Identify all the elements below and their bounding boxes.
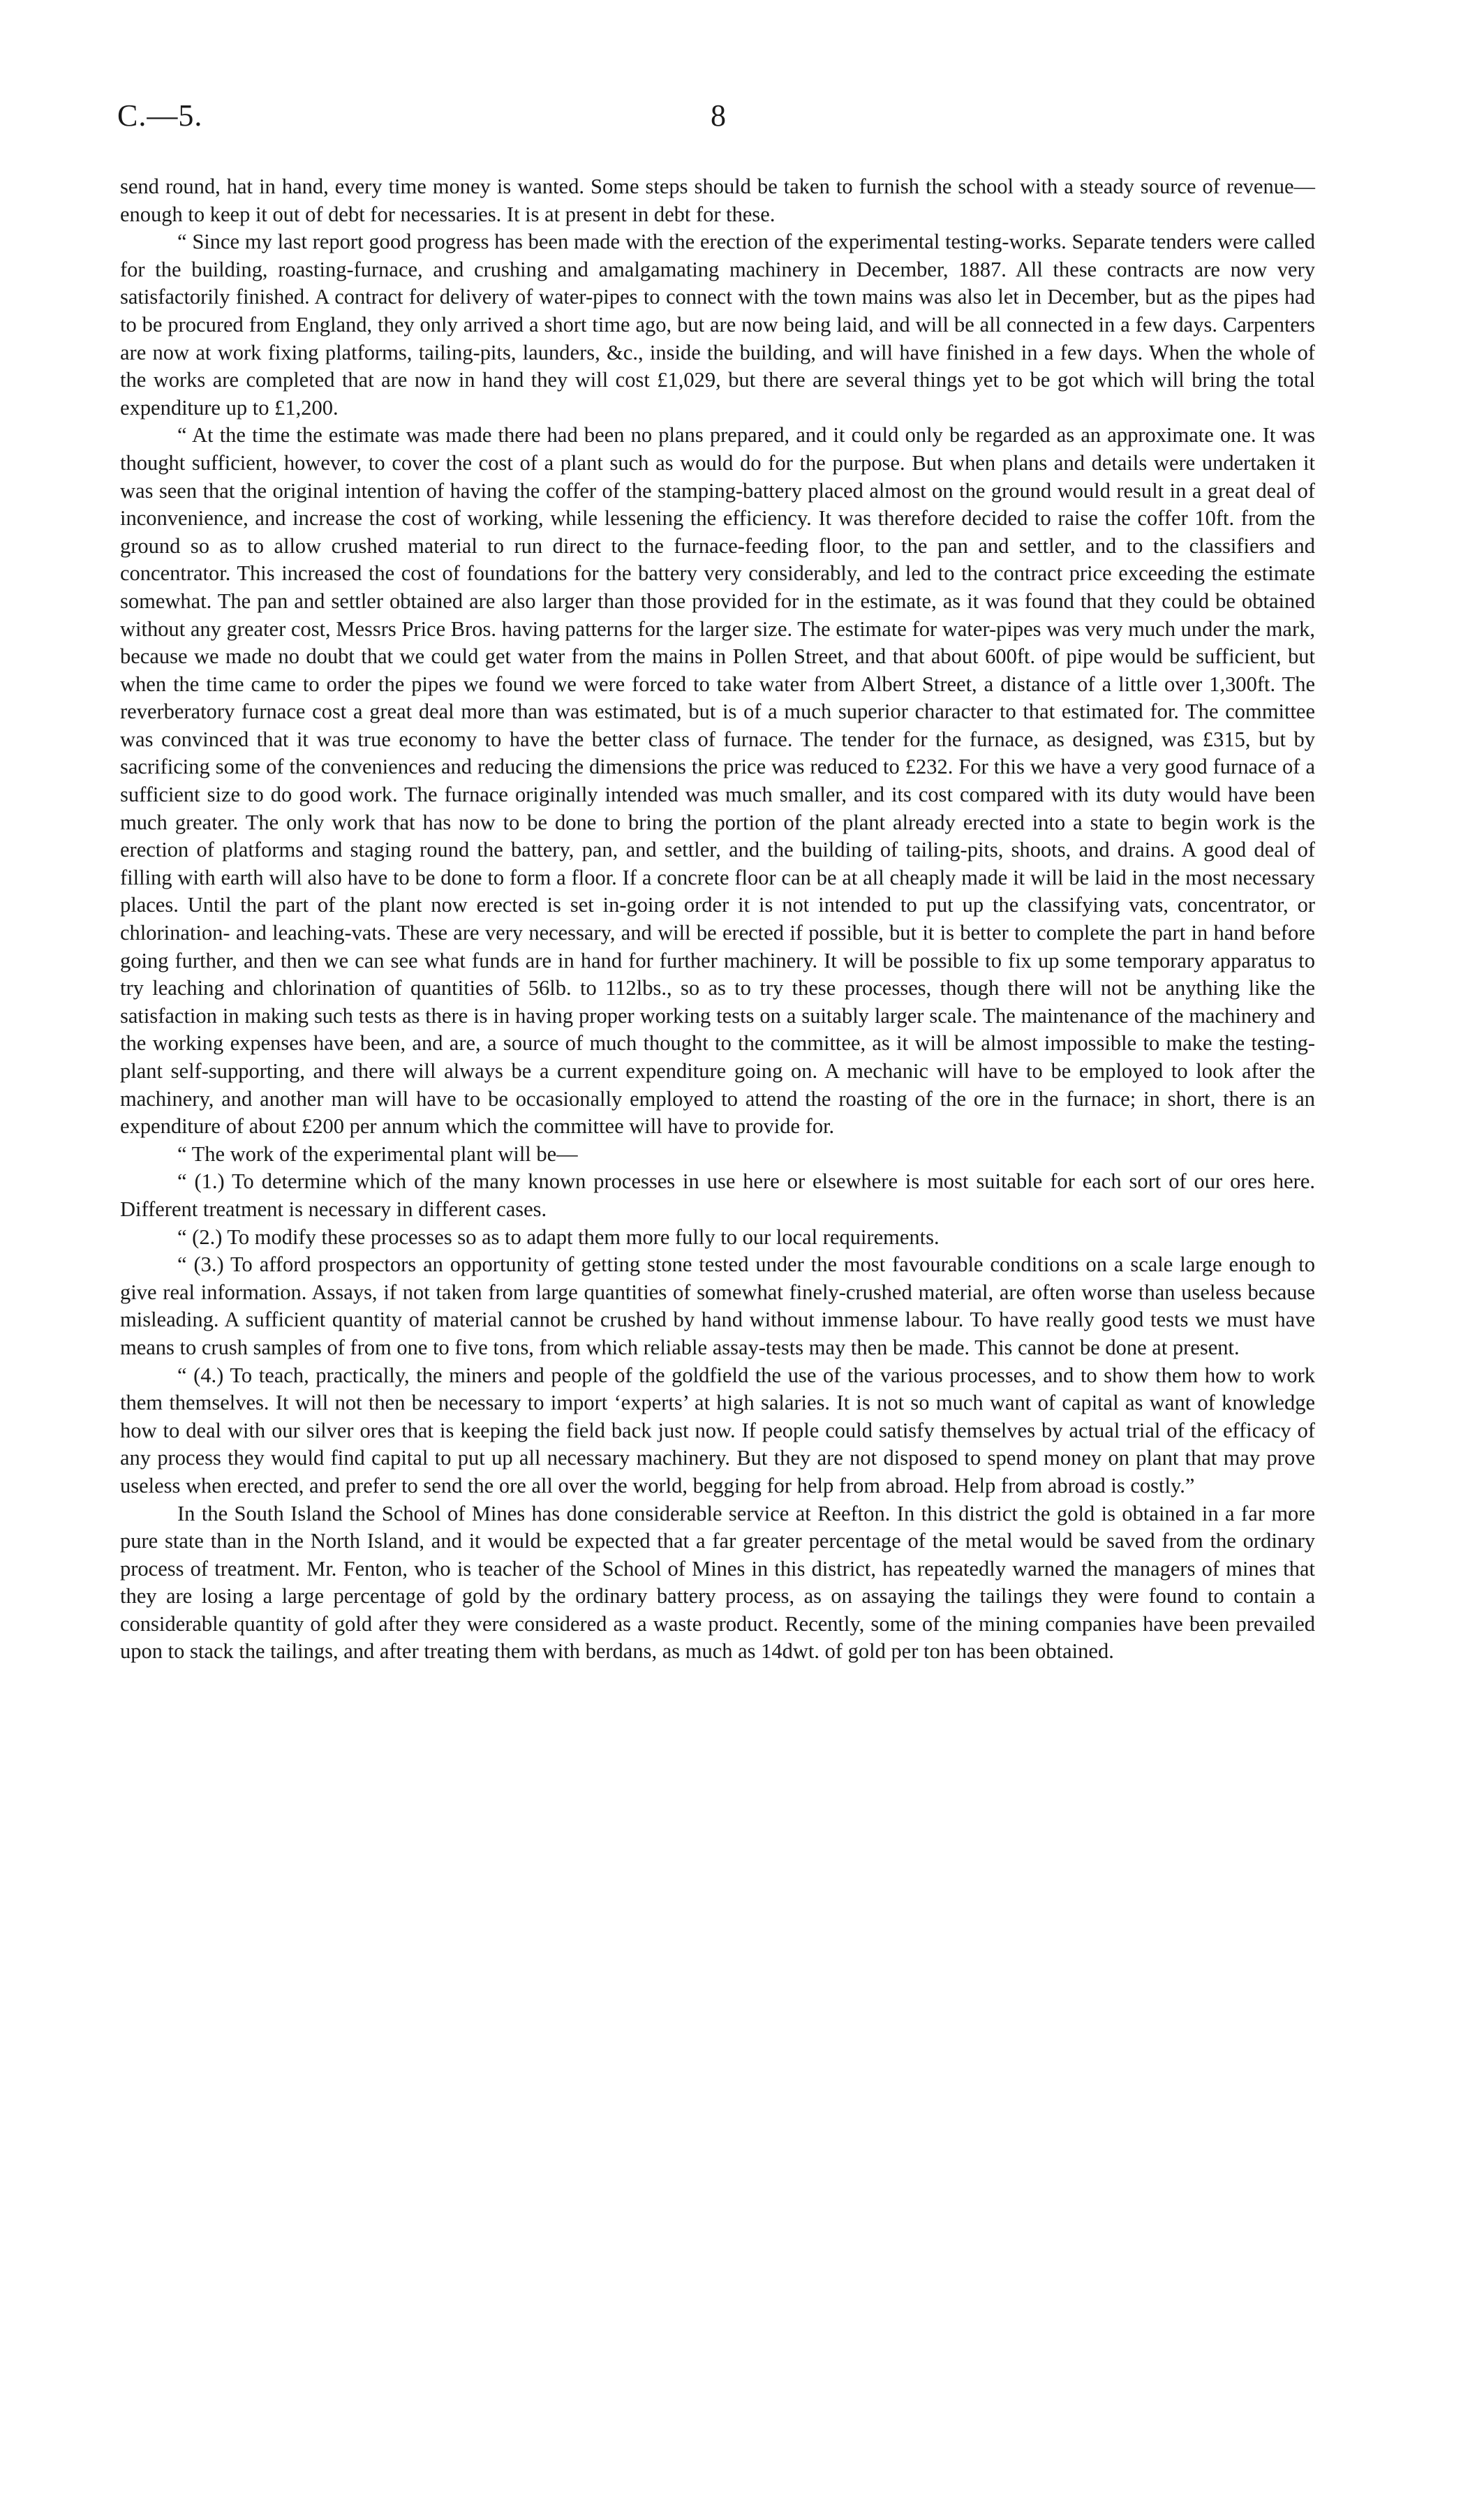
paragraph-3: “ At the time the estimate was made there had been no plans prepared, and it could only be regarded as an approximate one. It was thought sufficient, however, to cover the cost of a plant such as would do for the purpose. But when plans and details were undertaken it was seen that the original intention of having the coffer of the stamping-battery placed almost on the ground would result in a great deal of inconvenience, and increase the cost of working, while lessening the efficiency. It was therefore decided to raise the coffer 10ft. from the ground so as to allow crushed material to run direct to the furnace-feeding floor, to the pan and settler, and to the classifiers and concentrator. This increased the cost of foundations for the battery very considerably, and led to the contract price exceeding the estimate somewhat. The pan and settler obtained are also larger than those provided for in the estimate, as it was found that they could be obtained without any greater cost, Messrs Price Bros. having patterns for the larger size. The estimate for water-pipes was very much under the mark, because we made no doubt that we could get water from the mains in Pollen Street, and that about 600ft. of pipe would be sufficient, but when the time came to order the pipes we found we were forced to take water from Albert Street, a distance of a little over 1,300ft. The reverberatory furnace cost a great deal more than was estimated, but is of a much superior character to that estimated for. The committee was convinced that it was true economy to have the better class of furnace. The tender for the furnace, as designed, was £315, but by sacrificing some of the conveniences and reducing the dimensions the price was reduced to £232. For this we have a very good furnace of a sufficient size to do good work. The furnace originally intended was much smaller, and its cost compared with its duty would have been much greater. The only work that has now to be done to bring the portion of the plant already erected into a state to begin work is the erection of platforms and staging round the battery, pan, and settler, and the building of tailing-pits, shoots, and drains. A good deal of filling with earth will also have to be done to form a floor. If a concrete floor can be at all cheaply made it will be laid in the most necessary places. Until the part of the plant now erected is set in-going order it is not intended to put up the classifying vats, concentrator, or chlorination- and leaching-vats. These are very necessary, and will be erected if possible, but it is better to complete the part in hand before going further, and then we can see what funds are in hand for further machinery. It will be possible to fix up some temporary apparatus to try leaching and chlorination of quantities of 56lb. to 112lbs., so as to try these processes, though there will not be anything like the satisfaction in making such tests as there is in having proper working tests on a suitably larger scale. The maintenance of the machinery and the working expenses have been, and are, a source of much thought to the committee, as it will be almost impossible to make the testing-plant self-supporting, and there will always be a current expenditure going on. A mechanic will have to be employed to look after the machinery, and another man will have to be occasionally employed to attend the roasting of the ore in the furnace; in short, there is an expenditure of about £200 per annum which the committee will have to provide for.: [120, 423, 1315, 1139]
paragraph-8: “ (4.) To teach, practically, the miners and people of the goldfield the use of the various processes, and to show them how to work them themselves. It will not then be necessary to import ‘experts’ at high salaries. It is not so much want of capital as want of knowledge how to deal with our silver ores that is keeping the field back just now. If people could satisfy themselves by actual trial of the efficacy of any process they would find capital to put up all necessary machinery. But they are not disposed to spend money on plant that may prove useless when erected, and prefer to send the ore all over the world, begging for help from abroad. Help from abroad is costly.”: [120, 1363, 1315, 1497]
paragraph-4: “ The work of the experimental plant will be—: [177, 1141, 578, 1166]
paragraph-2: “ Since my last report good progress has been made with the erection of the experimental testing-works. Separate tenders were called for the building, roasting-furnace, and crushing and amalgamating machinery in December, 1887. All these contracts are now very satisfactorily finished. A contract for delivery of water-pipes to connect with the town mains was also let in December, but as the pipes had to be procured from England, they only arrived a short time ago, but are now being laid, and will be all connected in a few days. Carpenters are now at work fixing platforms, tailing-pits, launders, &c., inside the building, and will have finished in a few days. When the whole of the works are completed that are now in hand they will cost £1,029, but there are several things yet to be got which will bring the total expenditure up to £1,200.: [120, 230, 1315, 420]
body-text: [120, 173, 1315, 1666]
paragraph-6: “ (2.) To modify these processes so as to adapt them more fully to our local requirements.: [177, 1225, 940, 1249]
paragraph-1: send round, hat in hand, every time money is wanted. Some steps should be taken to furnish the school with a steady source of revenue—enough to keep it out of debt for necessaries. It is at present in debt for these.: [120, 175, 1315, 226]
document-reference: C.—5.: [117, 98, 203, 133]
paragraph-5: “ (1.) To determine which of the many known processes in use here or elsewhere is most suitable for each sort of our ores here. Different treatment is necessary in different cases.: [120, 1169, 1315, 1221]
paragraph-9: In the South Island the School of Mines has done considerable service at Reefton. In this district the gold is obtained in a far more pure state than in the North Island, and it would be expected that a far greater percentage of the metal would be saved from the ordinary process of treatment. Mr. Fenton, who is teacher of the School of Mines in this district, has repeatedly warned the managers of mines that they are losing a large percentage of gold by the ordinary battery process, as on assaying the tailings they were found to contain a considerable quantity of gold after they were considered as a waste product. Recently, some of the mining companies have been prevailed upon to stack the tailings, and after treating them with berdans, as much as 14dwt. of gold per ton has been obtained.: [120, 1501, 1315, 1664]
page-header: [117, 98, 1318, 147]
page-number: 8: [711, 98, 726, 133]
paragraph-7: “ (3.) To afford prospectors an opportunity of getting stone tested under the most favourable conditions on a scale large enough to give real information. Assays, if not taken from large quantities of somewhat finely-crushed material, are often worse than useless because misleading. A sufficient quantity of material cannot be crushed by hand without immense labour. To have really good tests we must have means to crush samples of from one to five tons, from which reliable assay-tests may then be made. This cannot be done at present.: [120, 1252, 1315, 1359]
